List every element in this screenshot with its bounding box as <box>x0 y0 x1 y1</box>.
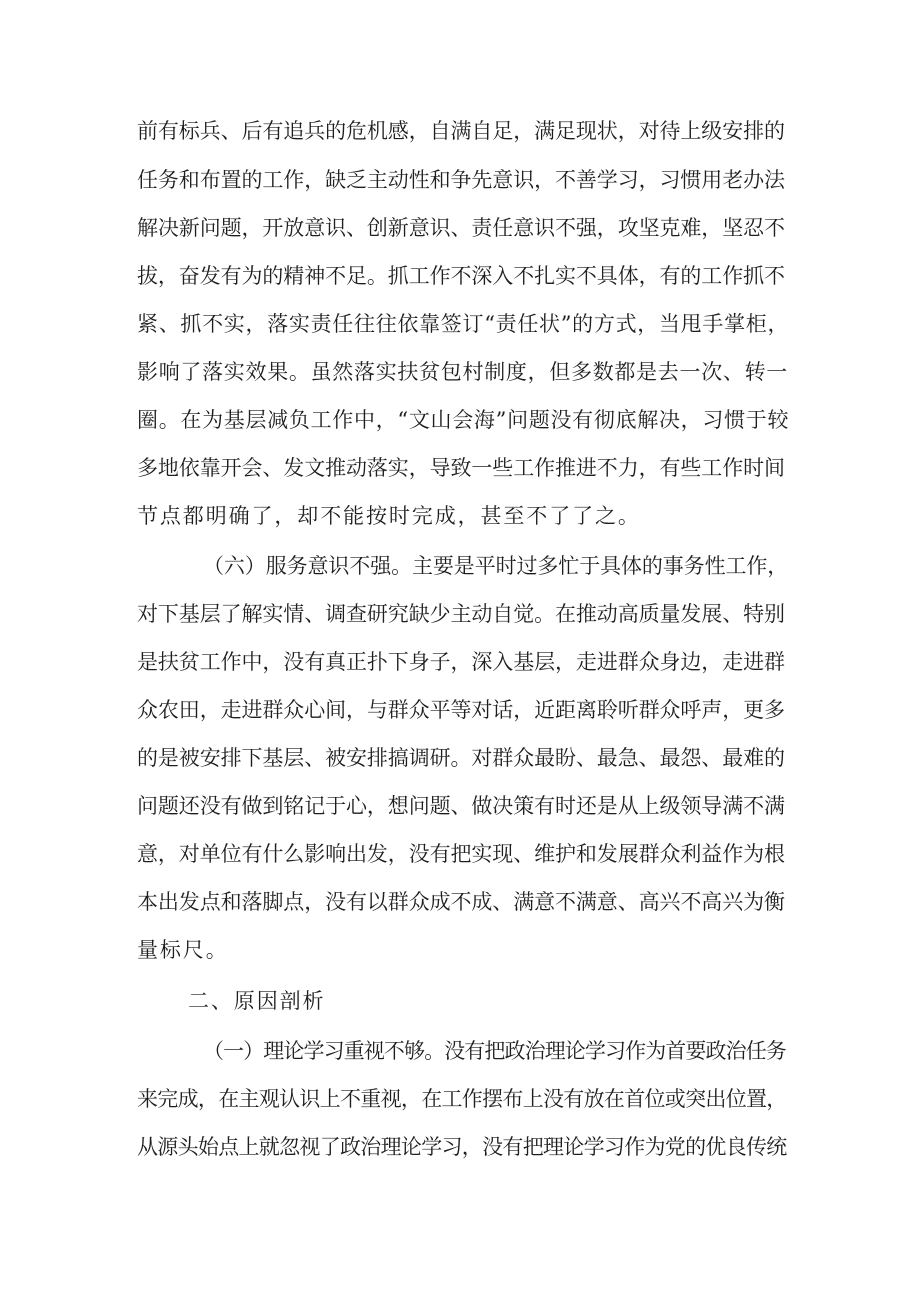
paragraph-line: 是扶贫工作中，没有真正扑下身子，深入基层，走进群众身边，走进群 <box>137 650 785 674</box>
paragraph-line: 节点都明确了，却不能按时完成，甚至不了了之。 <box>137 504 641 528</box>
paragraph-line: 拔，奋发有为的精神不足。抓工作不深入不扎实不具体，有的工作抓不 <box>137 264 785 288</box>
paragraph-line: 对下基层了解实情、调查研究缺少主动自觉。在推动高质量发展、特别 <box>137 602 785 626</box>
paragraph-line: 意，对单位有什么影响出发，没有把实现、维护和发展群众利益作为根 <box>137 842 785 866</box>
paragraph-line: 解决新问题，开放意识、创新意识、责任意识不强，攻坚克难，坚忍不 <box>137 216 785 240</box>
paragraph-line: 量标尺。 <box>137 938 229 962</box>
paragraph-line: 影响了落实效果。虽然落实扶贫包村制度，但多数都是去一次、转一 <box>137 360 788 384</box>
paragraph-first-line: （六）服务意识不强。主要是平时过多忙于具体的事务性工作， <box>203 554 789 578</box>
paragraph-first-line: （一）理论学习重视不够。没有把政治理论学习作为首要政治任务 <box>203 1039 786 1063</box>
paragraph-line: 众农田，走进群众心间，与群众平等对话，近距离聆听群众呼声，更多 <box>137 698 785 722</box>
paragraph-line: 从源头始点上就忽视了政治理论学习，没有把理论学习作为党的优良传统 <box>137 1135 787 1159</box>
paragraph-line: 圈。在为基层减负工作中，“文山会海”问题没有彻底解决，习惯于较 <box>137 408 790 432</box>
paragraph-line: 问题还没有做到铭记于心，想问题、做决策有时还是从上级领导满不满 <box>137 794 785 818</box>
paragraph-line: 本出发点和落脚点，没有以群众成不成、满意不满意、高兴不高兴为衡 <box>137 890 785 914</box>
paragraph-line: 的是被安排下基层、被安排搞调研。对群众最盼、最急、最怨、最难的 <box>137 746 785 770</box>
paragraph-line: 多地依靠开会、发文推动落实，导致一些工作推进不力，有些工作时间 <box>137 456 785 480</box>
paragraph-line: 来完成，在主观认识上不重视，在工作摆布上没有放在首位或突出位置， <box>137 1087 787 1111</box>
paragraph-line: 任务和布置的工作，缺乏主动性和争先意识，不善学习，习惯用老办法 <box>137 168 785 192</box>
paragraph-line: 紧、抓不实，落实责任往往依靠签订“责任状”的方式，当甩手掌柜， <box>137 312 790 336</box>
section-heading: 二、原因剖析 <box>188 989 326 1013</box>
paragraph-line: 前有标兵、后有追兵的危机感，自满自足，满足现状，对待上级安排的 <box>137 119 785 143</box>
